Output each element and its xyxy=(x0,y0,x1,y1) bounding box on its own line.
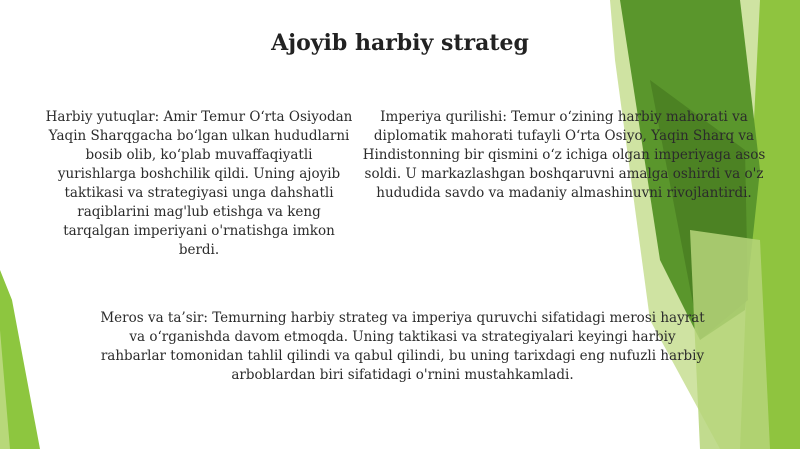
text-block-military-achievements: Harbiy yutuqlar: Amir Temur O‘rta Osiyodan Yaqin Sharqgacha bo‘lgan ulkan hududlarni bosib olib, ko‘plab muvaffaqiyatli yurishlarga boshchilik qildi. Uning ajoyib taktikasi va strategiyasi unga dahshatli raqiblarini mag'lub etishga va keng tarqalgan imperiyani o'rnatishga imkon berdi. xyxy=(45,109,353,258)
text-block-empire-building: Imperiya qurilishi: Temur o‘zining harbiy mahorati va diplomatik mahorati tufayli O‘rta Osiyo, Yaqin Sharq va Hindistonning bir qismini o‘z ichiga olgan imperiyaga asos soldi. U markazlashgan boshqaruvni amalga oshirdi va o'z hududida savdo va madaniy almashinuvni rivojlantirdi. xyxy=(362,109,766,201)
slide-title: Ajoyib harbiy strateg xyxy=(271,30,529,56)
text-block-legacy: Meros va ta’sir: Temurning harbiy strateg va imperiya quruvchi sifatidagi merosi hayrat va o‘rganishda davom etmoqda. Uning taktikasi va strategiyalari keyingi harbiy rahbarlar tomonidan tahlil qilindi va qabul qilindi, bu uning tarixdagi eng nufuzli harbiy arboblardan biri sifatidagi o'rnini mustahkamladi. xyxy=(100,310,705,383)
